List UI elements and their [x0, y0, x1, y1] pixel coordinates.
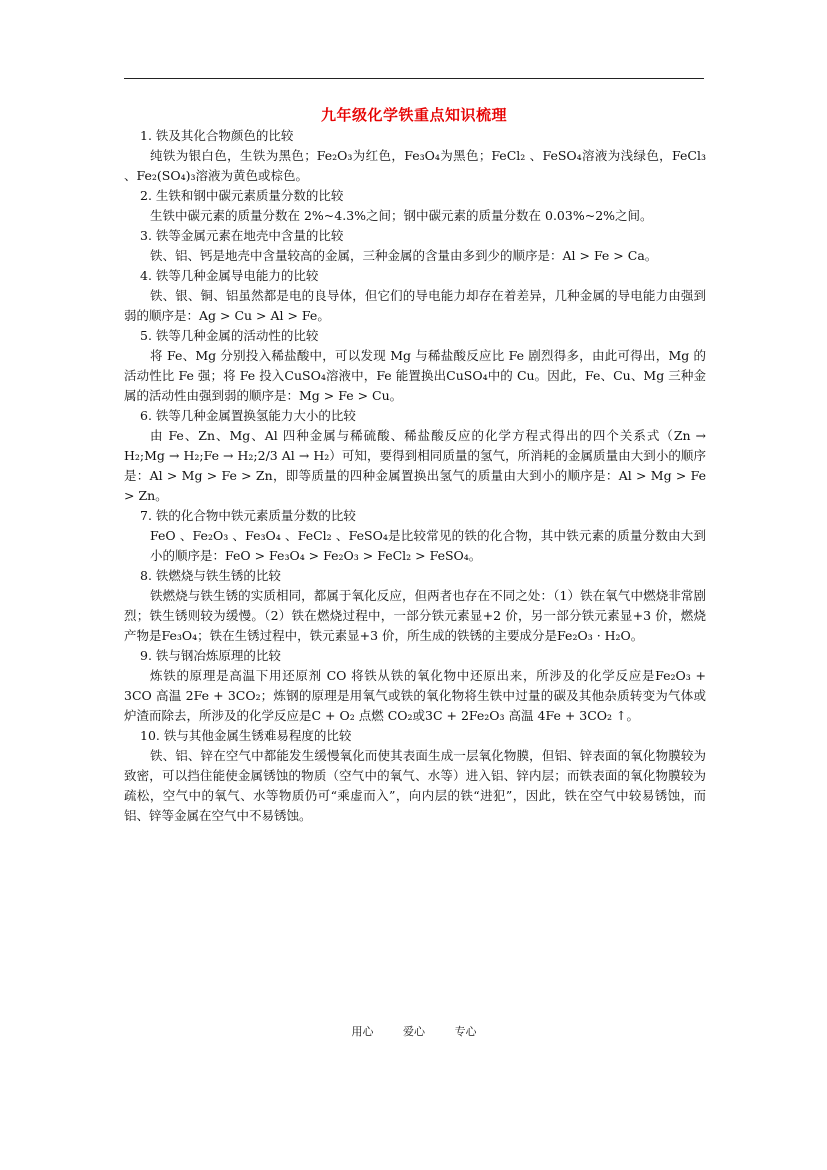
section-paragraph: 纯铁为银白色，生铁为黑色；Fe₂O₃为红色，Fe₃O₄为黑色；FeCl₂ 、FeSO₄溶液为浅绿色，FeCl₃ 、Fe₂(SO₄)₃溶液为黄色或棕色。	[124, 148, 706, 183]
page-title: 九年级化学铁重点知识梳理	[320, 106, 507, 124]
section-3	[124, 226, 706, 266]
section-paragraph: 铁、铝、钙是地壳中含量较高的金属，三种金属的含量由多到少的顺序是：Al > Fe > Ca。	[150, 248, 658, 263]
section-paragraph: 炼铁的原理是高温下用还原剂 CO 将铁从铁的氧化物中还原出来，所涉及的化学反应是Fe₂O₃ + 3CO 高温 2Fe + 3CO₂；炼钢的原理是用氧气或铁的氧化物将生铁中过量的碳及其他杂质转变为气体或炉渣而除去，所涉及的化学反应是C + O₂ 点燃 CO₂或3C + 2Fe₂O₃ 高温 4Fe + 3CO₂ ↑。	[124, 668, 706, 723]
section-heading: 9. 铁与钢冶炼原理的比较	[140, 648, 281, 663]
section-6	[124, 406, 706, 506]
section-heading: 7. 铁的化合物中铁元素质量分数的比较	[140, 508, 356, 523]
section-10	[124, 726, 706, 826]
section-heading: 8. 铁燃烧与铁生锈的比较	[140, 568, 281, 583]
section-heading: 1. 铁及其化合物颜色的比较	[140, 128, 294, 143]
section-heading: 2. 生铁和钢中碳元素质量分数的比较	[140, 188, 344, 203]
section-heading: 10. 铁与其他金属生锈难易程度的比较	[140, 728, 352, 743]
section-1	[124, 126, 706, 186]
footer-text: 用心	[351, 1025, 374, 1038]
section-paragraph: 铁、银、铜、铝虽然都是电的良导体，但它们的导电能力却存在着差异，几种金属的导电能力由强到弱的顺序是：Ag > Cu > Al > Fe。	[124, 288, 706, 323]
document-body	[124, 126, 706, 826]
section-heading: 5. 铁等几种金属的活动性的比较	[140, 328, 319, 343]
section-9	[124, 646, 706, 726]
section-paragraph: FeO 、Fe₂O₃ 、Fe₃O₄ 、FeCl₂ 、FeSO₄是比较常见的铁的化合物，其中铁元素的质量分数由大到小的顺序是：FeO > Fe₃O₄ > Fe₂O₃ > FeCl₂ > FeSO₄。	[150, 528, 706, 563]
section-4	[124, 266, 706, 326]
section-paragraph: 将 Fe、Mg 分别投入稀盐酸中，可以发现 Mg 与稀盐酸反应比 Fe 剧烈得多，由此可得出，Mg 的活动性比 Fe 强；将 Fe 投入CuSO₄溶液中，Fe 能置换出CuSO₄中的 Cu。因此，Fe、Cu、Mg 三种金属的活动性由强到弱的顺序是：Mg > Fe > Cu。	[124, 348, 706, 403]
section-paragraph: 铁燃烧与铁生锈的实质相同，都属于氧化反应，但两者也存在不同之处：（1）铁在氧气中燃烧非常剧烈；铁生锈则较为缓慢。（2）铁在燃烧过程中，一部分铁元素显+2 价，另一部分铁元素显+3 价，燃烧产物是Fe₃O₄；铁在生锈过程中，铁元素显+3 价，所生成的铁锈的主要成分是Fe₂O₃ · H₂O。	[124, 588, 706, 643]
section-heading: 3. 铁等金属元素在地壳中含量的比较	[140, 228, 344, 243]
section-heading: 4. 铁等几种金属导电能力的比较	[140, 268, 319, 283]
section-5	[124, 326, 706, 406]
section-8	[124, 566, 706, 646]
section-7	[124, 506, 706, 566]
section-paragraph: 由 Fe、Zn、Mg、Al 四种金属与稀硫酸、稀盐酸反应的化学方程式得出的四个关系式（Zn → H₂;Mg → H₂;Fe → H₂;2/3 Al → H₂）可知，要得到相同质量的氢气，所消耗的金属质量由大到小的顺序是：Al > Mg > Fe > Zn，即等质量的四种金属置换出氢气的质量由大到小的顺序是：Al > Mg > Fe > Zn。	[124, 428, 706, 503]
section-heading: 6. 铁等几种金属置换氢能力大小的比较	[140, 408, 356, 423]
section-paragraph: 生铁中碳元素的质量分数在 2%~4.3%之间；钢中碳元素的质量分数在 0.03%~2%之间。	[150, 208, 653, 223]
header-rule	[124, 78, 704, 79]
section-2	[124, 186, 706, 226]
footer-text: 专心	[454, 1025, 477, 1038]
section-paragraph: 铁、铝、锌在空气中都能发生缓慢氧化而使其表面生成一层氧化物膜，但铝、锌表面的氧化物膜较为致密，可以挡住能使金属锈蚀的物质（空气中的氧气、水等）进入铝、锌内层；而铁表面的氧化物膜较为疏松，空气中的氧气、水等物质仍可“乘虚而入”，向内层的铁“进犯”，因此，铁在空气中较易锈蚀，而铝、锌等金属在空气中不易锈蚀。	[124, 748, 706, 823]
footer-text: 爱心	[403, 1025, 425, 1038]
page-footer	[124, 1023, 704, 1039]
